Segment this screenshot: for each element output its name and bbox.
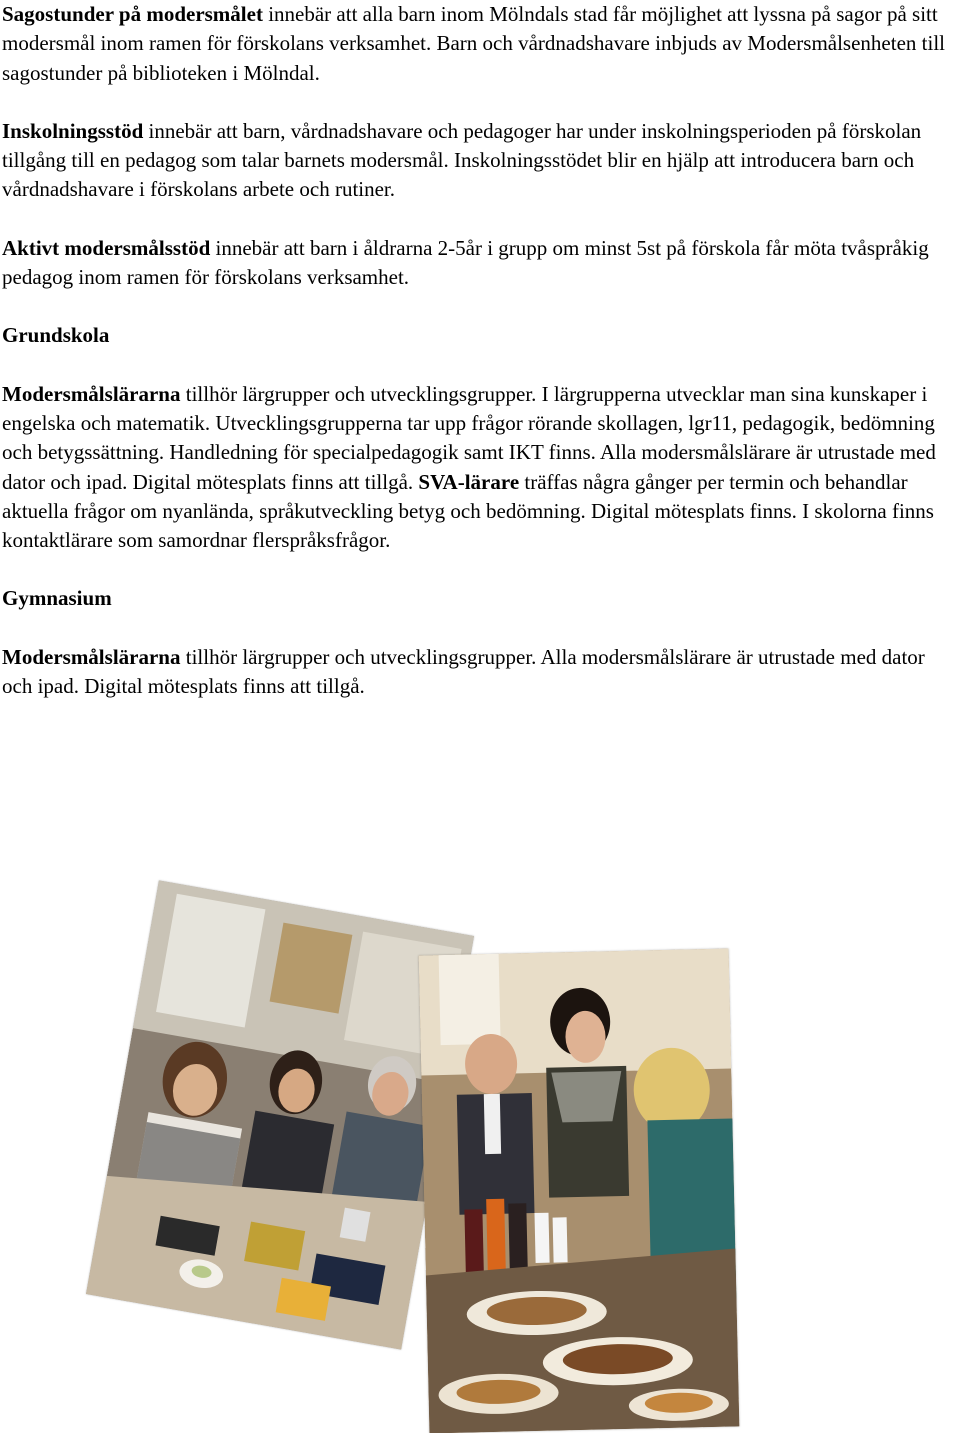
document-page [2, 0, 960, 701]
spacer [2, 614, 960, 643]
text-aktivt: innebär att barn i åldrarna 2-5år i grupp om minst 5st på förskola får möta tvåspråkig pedagog inom ramen för förskolans verksamhet. [2, 235, 929, 290]
paragraph-aktivt [2, 234, 960, 293]
photo-teachers-at-table [86, 880, 474, 1349]
paragraph-sagostunder [2, 0, 960, 88]
text-grundskola-1: tillhör lärgrupper och utvecklingsgrupper. I lärgrupperna utvecklar man sina kunskaper i engelska och matematik. Utvecklingsgrupperna tar upp frågor rörande skollagen, lgr11, pedagogik, bedömning och betygssättning. Handledning för specialpedagogik samt IKT finns. Alla modersmålslärare är utrustade med dator och ipad. Digital mötesplats finns att tillgå. [2, 381, 936, 494]
heading-gymnasium: Gymnasium [2, 586, 112, 611]
spacer [2, 205, 960, 234]
spacer [2, 292, 960, 321]
text-gymnasium: tillhör lärgrupper och utvecklingsgrupper. Alla modersmålslärare är utrustade med dator och ipad. Digital mötesplats finns att tillgå. [2, 644, 925, 699]
heading-grundskola: Grundskola [2, 323, 110, 348]
paragraph-inskolning [2, 117, 960, 205]
paragraph-gymnasium [2, 643, 960, 702]
term-inskolning: Inskolningsstöd [2, 118, 144, 143]
paragraph-grundskola [2, 380, 960, 556]
spacer [2, 555, 960, 584]
term-aktivt: Aktivt modersmålsstöd [2, 235, 211, 260]
spacer [2, 351, 960, 380]
text-sagostunder: innebär att alla barn inom Mölndals stad får möjlighet att lyssna på sagor på sitt modersmål inom ramen för förskolans verksamhet. Barn och vårdnadshavare inbjuds av Modersmålsenheten till sagostunder på biblioteken i Mölndal. [2, 2, 945, 85]
spacer [2, 88, 960, 117]
text-inskolning: innebär att barn, vårdnadshavare och pedagoger har under inskolningsperioden på förskolan tillgång till en pedagog som talar barnets modersmål. Inskolningsstödet blir en hjälp att introducera barn och vårdnadshavare i förskolans arbete och rutiner. [2, 118, 922, 202]
text-grundskola-2: träffas några gånger per termin och behandlar aktuella frågor om nyanlända, språkutveckling betyg och bedömning. Digital mötesplats finns. I skolorna finns kontaktlärare som samordnar flerspråksfrågor. [2, 469, 934, 553]
term-gymnasium-modersmalslararna: Modersmålslärarna [2, 644, 181, 669]
term-modersmalslararna: Modersmålslärarna [2, 381, 181, 406]
term-sva-larare: SVA-lärare [418, 469, 520, 494]
term-sagostunder: Sagostunder på modersmålet [2, 2, 263, 26]
photo-buffet-gathering [419, 949, 740, 1433]
